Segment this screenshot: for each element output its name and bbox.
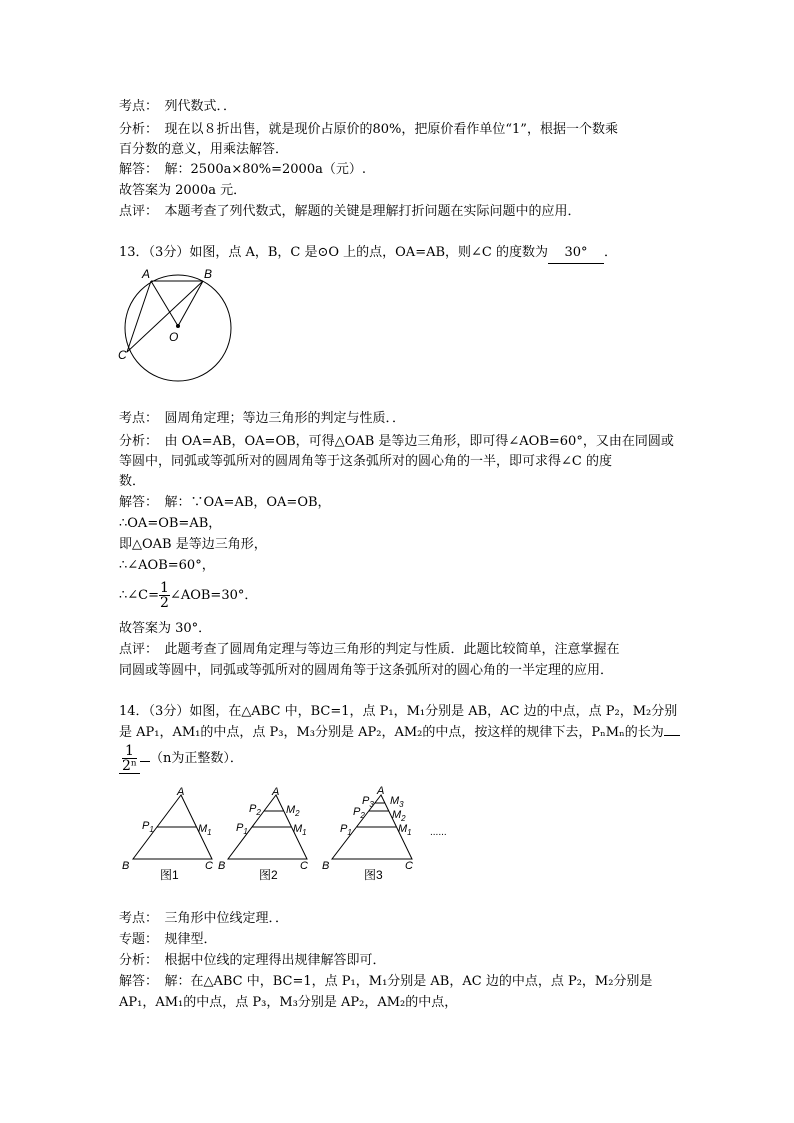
fig1-label-p1: $P_1$ (142, 820, 154, 834)
triangle-figures (118, 785, 468, 885)
question-13-end: ． (604, 245, 618, 260)
fraction-half-num: 1 (160, 580, 169, 596)
center-point (176, 324, 180, 328)
dianping-13-line1: 点评： 此题考查了圆周角定理与等边三角形的判定与性质．此题比较简单，注意掌握在 (119, 642, 620, 657)
fig3-label-m2: $M_2$ (392, 809, 406, 823)
fig2-label-p2: $P_2$ (249, 803, 261, 817)
segment-ao (151, 281, 178, 326)
jieda-13-aob: ∠AOB=30°． (169, 588, 258, 603)
kaodian-12: 考点： 列代数式．． (119, 99, 237, 114)
fig2-label-c: C (300, 860, 308, 872)
dianping-13-line2: 同圆或等圆中，同弧或等弧所对的圆周角等于这条弧所对的圆心角的一半定理的应用． (119, 663, 614, 678)
fenxi-12-line1: 分析： 现在以８折出售，就是现价占原价的80%，把原价看作单位“1”，根据一个数乘 (119, 122, 618, 137)
kaodian-14: 考点： 三角形中位线定理．． (119, 911, 289, 926)
label-b: B (204, 267, 213, 281)
label-a: A (142, 267, 151, 281)
jieda-13-line3: 即△OAB 是等边三角形， (119, 537, 267, 552)
answer-13: 故答案为 30°． (119, 621, 212, 636)
answer-blank-tail (140, 761, 150, 762)
fig3-label-p3: $P_3$ (362, 795, 374, 809)
fig1-label-c: C (205, 860, 213, 872)
jieda-13-line1: 解答： 解：∵OA=AB，OA=OB， (119, 495, 331, 510)
fenxi-14: 分析： 根据中位线的定理得出规律解答即可． (119, 953, 386, 968)
fraction-half (159, 581, 170, 610)
question-14-line1: 14．（3分）如图，在△ABC 中，BC=1，点 P₁，M₁分别是 AB，AC 边的中点，点 P₂，M₂分别 (119, 704, 678, 719)
fenxi-13-line1: 分析： 由 OA=AB，OA=OB，可得△OAB 是等边三角形，即可得∠AOB=60°，又由在同圆或 (119, 434, 674, 449)
question-14-end: （n为正整数）． (149, 751, 243, 766)
dianping-12: 点评： 本题考查了列代数式，解题的关键是理解打折问题在实际问题中的应用． (119, 204, 581, 219)
fig3-label-m1: $M_1$ (398, 823, 412, 837)
fig2-label-b: B (218, 860, 226, 872)
jieda-13-line4: ∴∠AOB=60°， (119, 558, 215, 573)
fenxi-13-line2: 等圆中，同弧或等弧所对的圆周角等于这条弧所对的圆心角的一半，即可求得∠C 的度 (119, 454, 612, 469)
fig1-label-b: B (122, 860, 130, 872)
jieda-14-line2: AP₁，AM₁的中点，点 P₃，M₃分别是 AP₂，AM₂的中点， (119, 995, 458, 1010)
fig1-caption: 图1 (160, 868, 179, 882)
fig3-caption: 图3 (364, 868, 383, 882)
fig1-label-m1: $M_1$ (198, 823, 212, 837)
answer-frac-den: 2ⁿ (122, 757, 137, 774)
jieda-13-line5 (119, 580, 257, 612)
question-14-line2-text: 是 AP₁，AM₁的中点，点 P₃，M₃分别是 AP₂，AM₂的中点，按这样的规律下去，PₙMₙ的长为 (119, 725, 664, 740)
label-o: O (169, 330, 179, 344)
fig3-label-a: A (377, 785, 385, 797)
question-14-answer (119, 744, 140, 774)
jieda-12: 解答： 解：2500a×80%=2000a（元）. (119, 162, 366, 177)
question-14-line2 (119, 723, 680, 743)
segment-bo (178, 281, 203, 326)
fig1-label-a: A (177, 786, 185, 798)
question-13-answer: 30° (548, 243, 604, 264)
label-c: C (118, 348, 127, 362)
zhuanti-14: 专题： 规律型． (119, 932, 217, 947)
fig3-label-p2: $P_2$ (353, 806, 365, 820)
fenxi-12-line2: 百分数的意义，用乘法解答． (119, 142, 289, 157)
fig2-label-p1: $P_1$ (236, 822, 248, 836)
kaodian-13: 考点： 圆周角定理；等边三角形的判定与性质．． (119, 411, 406, 426)
jieda-14-line1: 解答： 解：在△ABC 中，BC=1，点 P₁，M₁分别是 AB，AC 边的中点，点 P₂，M₂分别是 (119, 974, 653, 989)
fig3-label-c: C (405, 860, 413, 872)
continuation-dots: ...... (430, 827, 447, 838)
question-13-stem (119, 243, 617, 264)
answer-frac-num: 1 (122, 744, 137, 759)
fig3-label-m3: $M_3$ (390, 795, 404, 809)
fig2-caption: 图2 (259, 868, 278, 882)
fig2-label-a: A (272, 786, 280, 798)
fig3-label-p1: $P_1$ (340, 823, 352, 837)
chord-bc (127, 281, 203, 352)
fig3-label-b: B (322, 860, 330, 872)
jieda-13-c-eq: ∴∠C= (119, 588, 160, 603)
fenxi-13-line3: 数． (119, 474, 146, 489)
jieda-13-line2: ∴OA=OB=AB， (119, 516, 222, 531)
answer-blank-lead (664, 735, 680, 736)
question-14-line3 (119, 742, 243, 776)
question-13-text: 13．（3分）如图，点 A，B，C 是⊙O 上的点，OA=AB，则∠C 的度数为 (119, 245, 549, 260)
circle-figure (113, 264, 238, 394)
fraction-half-den: 2 (160, 595, 169, 611)
fig2-label-m1: $M_1$ (293, 823, 307, 837)
answer-12: 故答案为 2000a 元． (119, 183, 247, 198)
fig2-label-m2: $M_2$ (286, 804, 300, 818)
